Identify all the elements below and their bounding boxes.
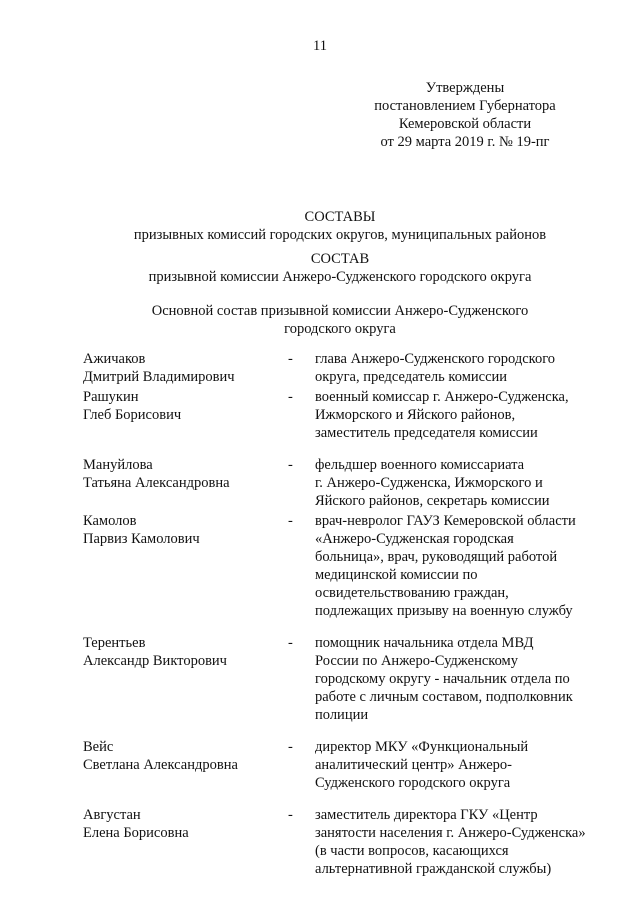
member-role-line: Яйского районов, секретарь комиссии (315, 493, 550, 509)
member-role-line: Ижморского и Яйского районов, (315, 407, 516, 423)
document-headings (60, 208, 620, 338)
member-surname: Вейс (83, 739, 114, 755)
section-title-line1: Основной состав призывной комиссии Анжеро-Судженского (151, 303, 529, 319)
member-role-line: врач-невролог ГАУЗ Кемеровской области (315, 513, 576, 529)
member-dash: - (288, 513, 293, 529)
member-dash: - (288, 739, 293, 755)
member-given-name: Глеб Борисович (83, 407, 182, 423)
member-role-line: альтернативной гражданской службы) (315, 861, 552, 877)
member-row (83, 634, 608, 724)
member-role-line: (в части вопросов, касающихся (315, 843, 509, 859)
page-number: 11 (313, 38, 327, 54)
member-name (83, 350, 288, 386)
member-role (315, 512, 608, 620)
member-surname: Камолов (83, 513, 137, 529)
title-composition: СОСТАВ (310, 251, 370, 267)
member-role-line: занятости населения г. Анжеро-Судженска» (315, 825, 586, 841)
member-role-line: директор МКУ «Функциональный (315, 739, 529, 755)
member-row (83, 738, 608, 792)
member-role-line: работе с личным составом, подполковник (315, 689, 573, 705)
member-role-line: «Анжеро-Судженская городская (315, 531, 514, 547)
member-name (83, 512, 288, 620)
member-role (315, 388, 608, 442)
member-role-line: заместитель председателя комиссии (315, 425, 538, 441)
member-given-name: Татьяна Александровна (83, 475, 230, 491)
member-row (83, 350, 608, 386)
member-name (83, 634, 288, 724)
member-role-line: Судженского городского округа (315, 775, 511, 791)
member-role (315, 806, 608, 878)
member-role-line: подлежащих призыву на военную службу (315, 603, 573, 619)
member-surname: Терентьев (83, 635, 146, 651)
member-role-line: полиции (315, 707, 369, 723)
approval-line: от 29 марта 2019 г. № 19-пг (380, 134, 550, 150)
member-role-line: больница», врач, руководящий работой (315, 549, 558, 565)
member-row (83, 456, 608, 510)
member-row (83, 512, 608, 620)
member-role-line: городскому округу - начальник отдела по (315, 671, 570, 687)
member-row (83, 806, 608, 878)
member-row (83, 388, 608, 442)
member-name (83, 738, 288, 792)
member-given-name: Александр Викторович (83, 653, 227, 669)
member-surname: Рашукин (83, 389, 139, 405)
approval-line: постановлением Губернатора (374, 98, 556, 114)
member-role-line: заместитель директора ГКУ «Центр (315, 807, 538, 823)
member-surname: Мануйлова (83, 457, 153, 473)
title-main: СОСТАВЫ (304, 209, 376, 225)
member-given-name: Дмитрий Владимирович (83, 369, 235, 385)
member-role-line: аналитический центр» Анжеро- (315, 757, 512, 773)
member-dash: - (288, 389, 293, 405)
member-given-name: Парвиз Камолович (83, 531, 200, 547)
member-dash: - (288, 351, 293, 367)
member-surname: Ажичаков (83, 351, 146, 367)
approval-block (340, 79, 590, 151)
members-list (83, 350, 608, 878)
approval-line: Утверждены (425, 80, 505, 96)
title-main-subtitle: призывных комиссий городских округов, муниципальных районов (133, 227, 547, 243)
member-dash: - (288, 807, 293, 823)
member-name (83, 456, 288, 510)
member-role (315, 350, 608, 386)
member-role-line: округа, председатель комиссии (315, 369, 508, 385)
member-given-name: Светлана Александровна (83, 757, 238, 773)
member-role-line: фельдшер военного комиссариата (315, 457, 525, 473)
member-role-line: России по Анжеро-Судженскому (315, 653, 518, 669)
section-title-line2: городского округа (284, 321, 396, 337)
member-dash: - (288, 457, 293, 473)
approval-line: Кемеровской области (398, 116, 532, 132)
member-role-line: г. Анжеро-Судженска, Ижморского и (315, 475, 543, 491)
member-given-name: Елена Борисовна (83, 825, 189, 841)
member-role-line: освидетельствованию граждан, (315, 585, 509, 601)
member-dash: - (288, 635, 293, 651)
member-role-line: помощник начальника отдела МВД (315, 635, 534, 651)
member-role (315, 738, 608, 792)
member-name (83, 806, 288, 878)
member-name (83, 388, 288, 442)
member-role-line: медицинской комиссии по (315, 567, 478, 583)
member-role (315, 634, 608, 724)
member-role (315, 456, 608, 510)
member-role-line: глава Анжеро-Судженского городского (315, 351, 556, 367)
member-role-line: военный комиссар г. Анжеро-Судженска, (315, 389, 569, 405)
member-surname: Августан (83, 807, 141, 823)
title-composition-subtitle: призывной комиссии Анжеро-Судженского городского округа (148, 269, 532, 285)
